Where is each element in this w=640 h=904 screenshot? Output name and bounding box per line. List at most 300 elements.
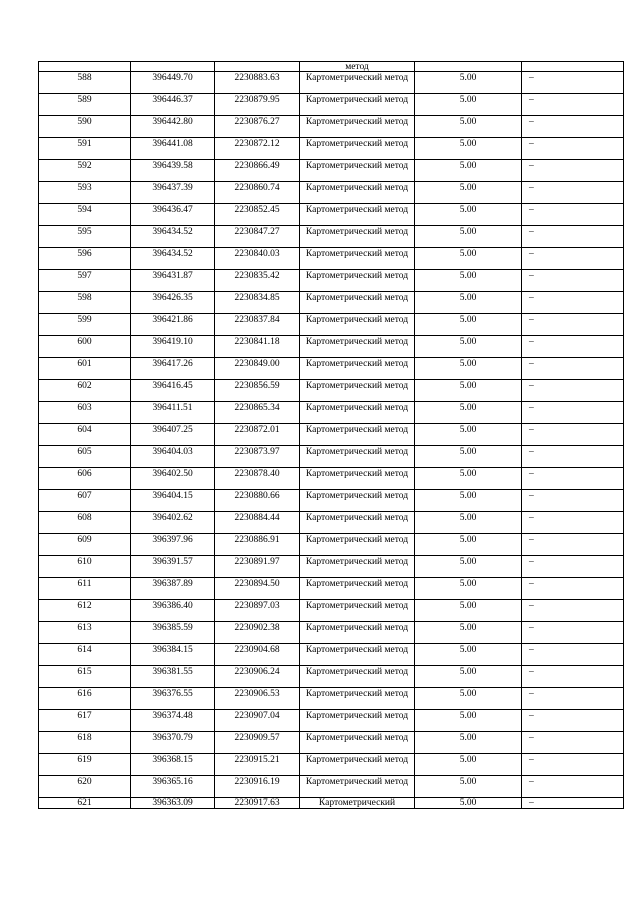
x-coordinate: 396391.57 xyxy=(152,557,193,567)
x-coordinate-cell xyxy=(131,754,215,776)
accuracy-cell xyxy=(415,732,522,754)
method-text: Картометрический метод xyxy=(305,249,409,259)
point-number: 599 xyxy=(77,315,92,325)
description-text: – xyxy=(529,733,534,743)
description-text: – xyxy=(529,447,534,457)
description-cell xyxy=(522,468,624,490)
point-number-cell xyxy=(39,710,131,732)
description-text: – xyxy=(529,293,534,303)
x-coordinate: 396419.10 xyxy=(152,337,193,347)
point-number-cell xyxy=(39,578,131,600)
method-cell xyxy=(300,424,415,446)
method-cell xyxy=(300,358,415,380)
description-text: – xyxy=(529,249,534,259)
y-coordinate-cell xyxy=(215,358,300,380)
description-cell xyxy=(522,424,624,446)
description-cell xyxy=(522,72,624,94)
point-number: 613 xyxy=(77,623,92,633)
table-row xyxy=(39,182,624,204)
accuracy-cell xyxy=(415,644,522,666)
description-cell xyxy=(522,336,624,358)
x-coordinate-cell xyxy=(131,94,215,116)
y-coordinate-cell xyxy=(215,314,300,336)
x-coordinate: 396431.87 xyxy=(152,271,193,281)
accuracy-value: 5.00 xyxy=(459,513,477,523)
accuracy-cell xyxy=(415,490,522,512)
x-coordinate-cell xyxy=(131,556,215,578)
method-cell xyxy=(300,468,415,490)
point-number: 588 xyxy=(77,73,92,83)
method-cell xyxy=(300,644,415,666)
method-text: Картометрический метод xyxy=(305,711,409,721)
y-coordinate: 2230847.27 xyxy=(234,227,280,237)
description-text: – xyxy=(529,777,534,787)
y-coordinate: 2230841.18 xyxy=(234,337,280,347)
x-coordinate-cell xyxy=(131,336,215,358)
description-cell xyxy=(522,622,624,644)
y-coordinate: 2230897.03 xyxy=(234,601,280,611)
x-coordinate: 396365.16 xyxy=(152,777,193,787)
y-coordinate: 2230915.21 xyxy=(234,755,280,765)
description-text: – xyxy=(529,798,534,808)
table-row xyxy=(39,622,624,644)
point-number: 600 xyxy=(77,337,92,347)
accuracy-cell xyxy=(415,556,522,578)
method-text: Картометрический метод xyxy=(305,315,409,325)
accuracy-cell xyxy=(415,270,522,292)
point-number: 606 xyxy=(77,469,92,479)
method-cell xyxy=(300,666,415,688)
description-cell xyxy=(522,314,624,336)
point-number-cell xyxy=(39,600,131,622)
accuracy-cell xyxy=(415,402,522,424)
table-row xyxy=(39,666,624,688)
accuracy-cell xyxy=(415,424,522,446)
method-cell xyxy=(300,160,415,182)
accuracy-value: 5.00 xyxy=(459,249,477,259)
description-cell xyxy=(522,644,624,666)
x-coordinate: 396368.15 xyxy=(152,755,193,765)
x-coordinate-cell xyxy=(131,710,215,732)
accuracy-value: 5.00 xyxy=(459,183,477,193)
method-text: Картометрический метод xyxy=(305,425,409,435)
y-coordinate: 2230872.12 xyxy=(234,139,280,149)
description-text: – xyxy=(529,579,534,589)
method-cell xyxy=(300,446,415,468)
y-coordinate-cell xyxy=(215,248,300,270)
point-number: 620 xyxy=(77,777,92,787)
description-cell xyxy=(522,798,624,809)
method-cell xyxy=(300,600,415,622)
point-number-cell xyxy=(39,732,131,754)
accuracy-value: 5.00 xyxy=(459,271,477,281)
point-number-cell xyxy=(39,512,131,534)
description-text: – xyxy=(529,403,534,413)
method-text: Картометрический метод xyxy=(305,755,409,765)
accuracy-value: 5.00 xyxy=(459,381,477,391)
description-cell xyxy=(522,578,624,600)
description-text: – xyxy=(529,73,534,83)
accuracy-cell xyxy=(415,534,522,556)
y-coordinate: 2230879.95 xyxy=(234,95,280,105)
y-coordinate: 2230917.63 xyxy=(234,798,280,808)
description-text: – xyxy=(529,95,534,105)
x-coordinate-cell xyxy=(131,776,215,798)
accuracy-cell xyxy=(415,292,522,314)
point-number-cell xyxy=(39,62,131,72)
x-coordinate-cell xyxy=(131,424,215,446)
y-coordinate: 2230904.68 xyxy=(234,645,280,655)
table-row xyxy=(39,490,624,512)
table-row xyxy=(39,600,624,622)
description-cell xyxy=(522,182,624,204)
description-cell xyxy=(522,226,624,248)
point-number: 603 xyxy=(77,403,92,413)
method-cell xyxy=(300,776,415,798)
x-coordinate-cell xyxy=(131,688,215,710)
method-text: Картометрический метод xyxy=(305,777,409,787)
accuracy-cell xyxy=(415,798,522,809)
description-text: – xyxy=(529,381,534,391)
accuracy-cell xyxy=(415,446,522,468)
method-text: Картометрический метод xyxy=(305,161,409,171)
point-number-cell xyxy=(39,94,131,116)
x-coordinate-cell xyxy=(131,292,215,314)
y-coordinate: 2230880.66 xyxy=(234,491,280,501)
x-coordinate-cell xyxy=(131,270,215,292)
description-text: – xyxy=(529,469,534,479)
point-number: 595 xyxy=(77,227,92,237)
y-coordinate-cell xyxy=(215,754,300,776)
method-text: Картометрический метод xyxy=(305,447,409,457)
method-text: Картометрический метод xyxy=(305,271,409,281)
accuracy-cell xyxy=(415,248,522,270)
point-number-cell xyxy=(39,226,131,248)
table-row xyxy=(39,776,624,798)
point-number-cell xyxy=(39,402,131,424)
accuracy-value: 5.00 xyxy=(459,315,477,325)
x-coordinate: 396363.09 xyxy=(152,798,193,808)
x-coordinate: 396370.79 xyxy=(152,733,193,743)
table-row xyxy=(39,270,624,292)
x-coordinate-cell xyxy=(131,380,215,402)
description-text: – xyxy=(529,513,534,523)
description-cell xyxy=(522,402,624,424)
point-number-cell xyxy=(39,446,131,468)
point-number: 617 xyxy=(77,711,92,721)
x-coordinate: 396436.47 xyxy=(152,205,193,215)
x-coordinate-cell xyxy=(131,468,215,490)
x-coordinate-cell xyxy=(131,644,215,666)
y-coordinate-cell xyxy=(215,732,300,754)
method-cell xyxy=(300,270,415,292)
description-text: – xyxy=(529,535,534,545)
accuracy-value: 5.00 xyxy=(459,469,477,479)
x-coordinate-cell xyxy=(131,512,215,534)
description-cell xyxy=(522,688,624,710)
method-cell xyxy=(300,490,415,512)
x-coordinate-cell xyxy=(131,314,215,336)
x-coordinate-cell xyxy=(131,138,215,160)
accuracy-value: 5.00 xyxy=(459,447,477,457)
method-cell xyxy=(300,94,415,116)
description-text: – xyxy=(529,205,534,215)
description-cell xyxy=(522,776,624,798)
y-coordinate: 2230837.84 xyxy=(234,315,280,325)
description-cell xyxy=(522,754,624,776)
accuracy-cell xyxy=(415,380,522,402)
point-number: 589 xyxy=(77,95,92,105)
accuracy-value: 5.00 xyxy=(459,733,477,743)
x-coordinate: 396449.70 xyxy=(152,73,193,83)
x-coordinate-cell xyxy=(131,226,215,248)
description-cell xyxy=(522,116,624,138)
x-coordinate-cell xyxy=(131,666,215,688)
point-number-cell xyxy=(39,798,131,809)
point-number-cell xyxy=(39,314,131,336)
description-cell xyxy=(522,160,624,182)
y-coordinate: 2230872.01 xyxy=(234,425,280,435)
point-number: 594 xyxy=(77,205,92,215)
x-coordinate-cell xyxy=(131,798,215,809)
point-number-cell xyxy=(39,248,131,270)
y-coordinate: 2230865.34 xyxy=(234,403,280,413)
table-row xyxy=(39,248,624,270)
x-coordinate: 396442.80 xyxy=(152,117,193,127)
x-coordinate: 396402.50 xyxy=(152,469,193,479)
y-coordinate-cell xyxy=(215,204,300,226)
point-number-cell xyxy=(39,424,131,446)
point-number: 614 xyxy=(77,645,92,655)
method-text: Картометрический метод xyxy=(305,623,409,633)
point-number: 590 xyxy=(77,117,92,127)
method-text: Картометрический метод xyxy=(305,403,409,413)
table-row xyxy=(39,688,624,710)
method-text: Картометрический метод xyxy=(305,117,409,127)
accuracy-cell xyxy=(415,600,522,622)
x-coordinate-cell xyxy=(131,490,215,512)
y-coordinate-cell xyxy=(215,644,300,666)
point-number: 605 xyxy=(77,447,92,457)
y-coordinate-cell xyxy=(215,138,300,160)
x-coordinate: 396434.52 xyxy=(152,227,193,237)
point-number: 615 xyxy=(77,667,92,677)
x-coordinate-cell xyxy=(131,204,215,226)
method-text: Картометрический метод xyxy=(305,381,409,391)
description-text: – xyxy=(529,557,534,567)
accuracy-cell xyxy=(415,754,522,776)
accuracy-value: 5.00 xyxy=(459,205,477,215)
table-row xyxy=(39,138,624,160)
y-coordinate: 2230907.04 xyxy=(234,711,280,721)
x-coordinate: 396434.52 xyxy=(152,249,193,259)
method-cell xyxy=(300,336,415,358)
table-row xyxy=(39,336,624,358)
point-number-cell xyxy=(39,116,131,138)
x-coordinate: 396411.51 xyxy=(152,403,193,413)
x-coordinate: 396397.96 xyxy=(152,535,193,545)
accuracy-cell xyxy=(415,468,522,490)
y-coordinate-cell xyxy=(215,62,300,72)
x-coordinate-cell xyxy=(131,160,215,182)
x-coordinate-cell xyxy=(131,62,215,72)
point-number: 593 xyxy=(77,183,92,193)
point-number: 602 xyxy=(77,381,92,391)
method-text: Картометрический метод xyxy=(305,73,409,83)
method-cell xyxy=(300,556,415,578)
description-text: – xyxy=(529,227,534,237)
method-text: Картометрический метод xyxy=(305,645,409,655)
y-coordinate-cell xyxy=(215,380,300,402)
table-row xyxy=(39,732,624,754)
y-coordinate: 2230849.00 xyxy=(234,359,280,369)
x-coordinate: 396402.62 xyxy=(152,513,193,523)
method-text: Картометрический метод xyxy=(305,535,409,545)
method-text: метод xyxy=(345,62,369,72)
y-coordinate: 2230860.74 xyxy=(234,183,280,193)
method-cell xyxy=(300,226,415,248)
point-number: 591 xyxy=(77,139,92,149)
description-text: – xyxy=(529,117,534,127)
description-text: – xyxy=(529,689,534,699)
accuracy-value: 5.00 xyxy=(459,601,477,611)
x-coordinate: 396437.39 xyxy=(152,183,193,193)
method-cell xyxy=(300,710,415,732)
y-coordinate: 2230878.40 xyxy=(234,469,280,479)
y-coordinate: 2230840.03 xyxy=(234,249,280,259)
x-coordinate: 396426.35 xyxy=(152,293,193,303)
point-number-cell xyxy=(39,688,131,710)
method-text: Картометрический метод xyxy=(305,469,409,479)
method-text: Картометрический метод xyxy=(305,557,409,567)
y-coordinate-cell xyxy=(215,710,300,732)
y-coordinate-cell xyxy=(215,798,300,809)
method-cell xyxy=(300,622,415,644)
point-number: 609 xyxy=(77,535,92,545)
y-coordinate: 2230873.97 xyxy=(234,447,280,457)
point-number-cell xyxy=(39,468,131,490)
x-coordinate: 396404.15 xyxy=(152,491,193,501)
accuracy-cell xyxy=(415,204,522,226)
x-coordinate: 396441.08 xyxy=(152,139,193,149)
description-cell xyxy=(522,380,624,402)
method-cell xyxy=(300,732,415,754)
table-row xyxy=(39,534,624,556)
accuracy-value: 5.00 xyxy=(459,139,477,149)
point-number-cell xyxy=(39,754,131,776)
x-coordinate: 396381.55 xyxy=(152,667,193,677)
y-coordinate: 2230909.57 xyxy=(234,733,280,743)
method-cell xyxy=(300,204,415,226)
point-number-cell xyxy=(39,534,131,556)
description-cell xyxy=(522,534,624,556)
y-coordinate-cell xyxy=(215,292,300,314)
x-coordinate: 396386.40 xyxy=(152,601,193,611)
point-number: 610 xyxy=(77,557,92,567)
description-text: – xyxy=(529,755,534,765)
method-text: Картометрический метод xyxy=(305,579,409,589)
point-number: 621 xyxy=(77,798,92,808)
y-coordinate: 2230883.63 xyxy=(234,73,280,83)
point-number-cell xyxy=(39,72,131,94)
y-coordinate: 2230916.19 xyxy=(234,777,280,787)
accuracy-cell xyxy=(415,666,522,688)
y-coordinate-cell xyxy=(215,556,300,578)
method-cell xyxy=(300,292,415,314)
y-coordinate-cell xyxy=(215,490,300,512)
accuracy-value: 5.00 xyxy=(459,73,477,83)
y-coordinate: 2230886.91 xyxy=(234,535,280,545)
accuracy-cell xyxy=(415,336,522,358)
table-row xyxy=(39,578,624,600)
accuracy-value: 5.00 xyxy=(459,117,477,127)
method-text: Картометрический метод xyxy=(305,513,409,523)
y-coordinate-cell xyxy=(215,512,300,534)
x-coordinate: 396387.89 xyxy=(152,579,193,589)
accuracy-cell xyxy=(415,94,522,116)
point-number: 608 xyxy=(77,513,92,523)
description-cell xyxy=(522,600,624,622)
description-text: – xyxy=(529,645,534,655)
x-coordinate-cell xyxy=(131,578,215,600)
y-coordinate: 2230835.42 xyxy=(234,271,280,281)
method-cell xyxy=(300,116,415,138)
table-row xyxy=(39,402,624,424)
table-row xyxy=(39,556,624,578)
method-cell xyxy=(300,578,415,600)
y-coordinate-cell xyxy=(215,578,300,600)
description-cell xyxy=(522,292,624,314)
accuracy-value: 5.00 xyxy=(459,95,477,105)
table-row xyxy=(39,116,624,138)
description-text: – xyxy=(529,359,534,369)
accuracy-value: 5.00 xyxy=(459,535,477,545)
accuracy-value: 5.00 xyxy=(459,667,477,677)
accuracy-cell xyxy=(415,160,522,182)
x-coordinate-cell xyxy=(131,72,215,94)
description-cell xyxy=(522,248,624,270)
point-number-cell xyxy=(39,490,131,512)
x-coordinate: 396374.48 xyxy=(152,711,193,721)
x-coordinate: 396416.45 xyxy=(152,381,193,391)
method-cell xyxy=(300,402,415,424)
description-cell xyxy=(522,512,624,534)
point-number-cell xyxy=(39,380,131,402)
x-coordinate-cell xyxy=(131,358,215,380)
table-row xyxy=(39,314,624,336)
method-cell xyxy=(300,534,415,556)
table-row xyxy=(39,380,624,402)
y-coordinate: 2230876.27 xyxy=(234,117,280,127)
description-text: – xyxy=(529,337,534,347)
description-cell xyxy=(522,556,624,578)
x-coordinate: 396439.58 xyxy=(152,161,193,171)
accuracy-value: 5.00 xyxy=(459,777,477,787)
y-coordinate-cell xyxy=(215,270,300,292)
y-coordinate-cell xyxy=(215,182,300,204)
x-coordinate-cell xyxy=(131,116,215,138)
description-cell xyxy=(522,94,624,116)
point-number: 619 xyxy=(77,755,92,765)
method-cell xyxy=(300,182,415,204)
y-coordinate-cell xyxy=(215,160,300,182)
accuracy-value: 5.00 xyxy=(459,579,477,589)
y-coordinate: 2230856.59 xyxy=(234,381,280,391)
accuracy-cell xyxy=(415,358,522,380)
x-coordinate: 396417.26 xyxy=(152,359,193,369)
y-coordinate: 2230866.49 xyxy=(234,161,280,171)
accuracy-value: 5.00 xyxy=(459,337,477,347)
